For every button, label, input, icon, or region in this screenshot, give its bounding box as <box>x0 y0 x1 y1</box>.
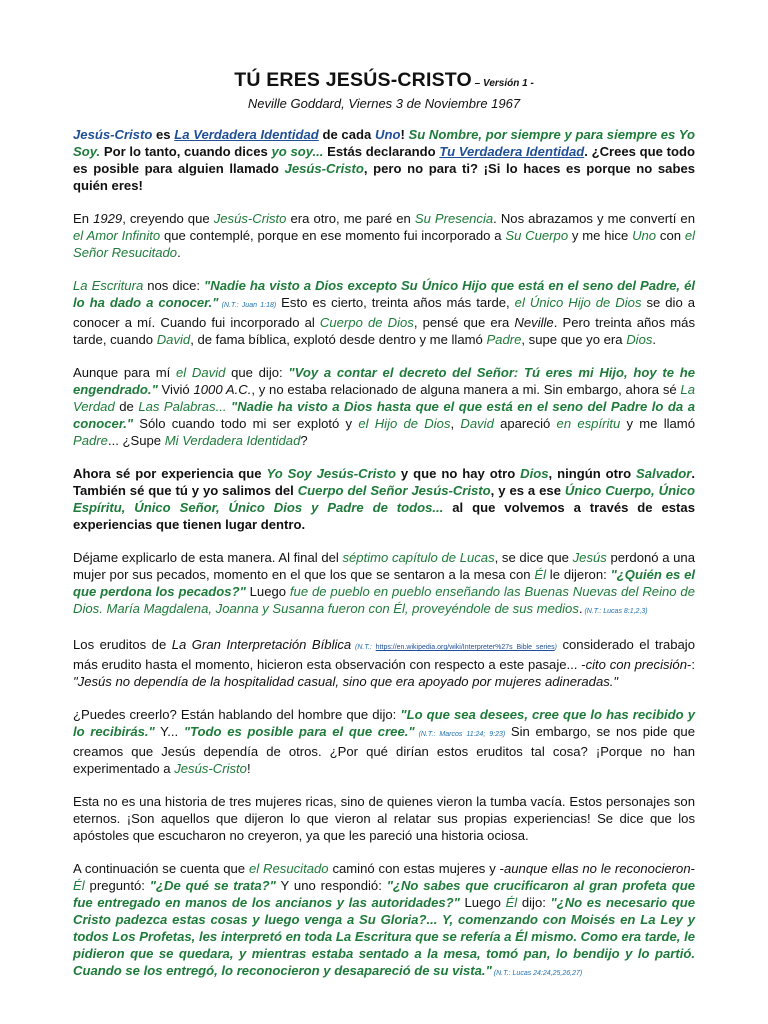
quote: "¿No sabes que crucificaron al gran profeta que fue entregado en manos de los ancianos y las autoridades?" <box>73 878 695 910</box>
reference-note: (N.T.: Lucas 8:1,2,3) <box>582 608 648 615</box>
text-span: perdonó a una mujer por sus pecados, momento en el que los que se sentaron a la mesa con <box>73 550 695 582</box>
text-span: En <box>73 211 94 226</box>
text-span: , creyendo que <box>122 211 214 226</box>
quote: "Lo que sea desees, cree que lo has recibido y lo recibirás." <box>73 707 696 739</box>
paragraph-5 <box>73 465 695 533</box>
text-span: Y... <box>154 724 184 739</box>
text-span: preguntó: <box>84 878 150 893</box>
text-span: que contemplé, porque en ese momento fui incorporado a <box>160 228 506 243</box>
text-span: ? <box>300 433 308 448</box>
text-span: el Único Hijo de Dios <box>514 295 642 310</box>
text-span: es <box>152 127 175 142</box>
paragraph-6 <box>73 549 695 620</box>
text-span: Jesús-Cristo <box>213 211 287 226</box>
text-span: 1000 A.C. <box>193 382 252 397</box>
text-span: 1929 <box>93 211 123 226</box>
text-span: Por lo tanto, cuando dices <box>100 144 272 159</box>
text-span: Luego <box>459 895 506 910</box>
text-span: , ningún otro <box>548 466 637 481</box>
text-span: séptimo capítulo de Lucas <box>342 550 495 565</box>
text-span: Y uno respondió: <box>275 878 387 893</box>
text-span: Los eruditos de <box>73 637 172 652</box>
quote: "Jesús no dependía de la hospitalidad casual, sino que era apoyado por mujeres adineradas." <box>73 674 619 689</box>
text-span: Padre <box>73 433 108 448</box>
text-span: el Hijo de Dios <box>358 416 451 431</box>
text-span: Jesús <box>572 550 607 565</box>
text-span: Uno <box>632 228 657 243</box>
text-span: . ¿Crees que todo es posible para alguien llamado <box>73 144 695 176</box>
text-span: . <box>652 332 657 347</box>
paragraph-9 <box>73 793 695 844</box>
text-span: Su Presencia <box>414 211 494 226</box>
text-span: , pensé que era <box>413 315 515 330</box>
text-span: Él <box>73 878 85 893</box>
text-span: Cuerpo de Dios <box>319 315 414 330</box>
text-span: dijo: <box>517 895 551 910</box>
text-span: Único Cuerpo, Único Espíritu, Único Señor, Único Dios y Padre de todos... <box>73 483 695 515</box>
reference-note: (N.T.: Lucas 24:24,25,26,27) <box>491 970 583 977</box>
text-span: David <box>460 416 494 431</box>
text-span: Dios <box>626 332 653 347</box>
version-label: – Versión 1 - <box>471 78 534 89</box>
text-span: Mi Verdadera Identidad <box>164 433 301 448</box>
text-span: aunque ellas no le reconocieron <box>503 861 691 876</box>
text-span: ¿Puedes creerlo? Están hablando del hombre que dijo: <box>73 707 401 722</box>
text-span: al que volvemos a través de estas experiencias que tienen lugar dentro. <box>73 500 695 532</box>
text-span: , supe que yo era <box>521 332 627 347</box>
text-span: Jesús-Cristo <box>284 161 364 176</box>
text-span: , pero no para ti? ¡Si lo haces es porque no sabes quién eres! <box>73 161 696 193</box>
text-span: Dios <box>520 466 549 481</box>
text-span: Neville <box>514 315 554 330</box>
paragraph-3 <box>73 277 695 348</box>
text-span: , y es a ese <box>490 483 565 498</box>
text-span: y me llamó <box>620 416 695 431</box>
paragraph-4 <box>73 364 695 449</box>
paragraph-8 <box>73 706 695 777</box>
text-span: era otro, me paré en <box>286 211 415 226</box>
reference-note: (N.T.: Juan 1:18) <box>218 302 277 309</box>
text-span: Jesús-Cristo <box>73 127 153 142</box>
text-span: que dijo: <box>225 365 289 380</box>
text-span: nos dice: <box>143 278 205 293</box>
text-span: , y no estaba relacionado de alguna manera a mi. Sin embargo, ahora sé <box>251 382 681 397</box>
text-span: A continuación se cuenta que <box>73 861 249 876</box>
text-span: . También sé que tú y yo salimos del <box>73 466 695 498</box>
text-span: cito con precisión <box>585 657 687 672</box>
text-span: , <box>450 416 461 431</box>
quote: "Nadie ha visto a Dios excepto Su Único Hijo que está en el seno del Padre, él lo ha dado a conocer." <box>73 278 695 310</box>
quote: "Todo es posible para el que cree." <box>183 724 415 739</box>
text-span: se dio a conocer a mí. Cuando fui incorporado al <box>73 295 696 330</box>
quote: "¿Quién es el que perdona los pecados?" <box>73 567 695 599</box>
text-span: yo soy... <box>271 144 324 159</box>
reference-note: ) <box>554 644 557 651</box>
text-span: Déjame explicarlo de esta manera. Al final del <box>73 550 343 565</box>
text-span: le dijeron: <box>546 567 611 582</box>
quote: fue de pueblo en pueblo enseñando las Buenas Nuevas del Reino de Dios. María Magdalena, Joanna y Susanna fueron con Él, proveyéndole de sus medios <box>73 584 695 616</box>
reference-note: (N.T.: Marcos 11:24; 9:23) <box>414 731 506 738</box>
text-span: , de fama bíblica, explotó desde dentro y me llamó <box>190 332 487 347</box>
paragraph-10 <box>73 860 695 982</box>
quote: "Nadie ha visto a Dios hasta que el que está en el seno del Padre lo da a conocer." <box>73 399 695 431</box>
text-span: y que no hay otro <box>395 466 521 481</box>
text-span: con <box>656 228 685 243</box>
text-span: Su Nombre, por siempre y para siempre es Yo Soy. <box>73 127 695 159</box>
text-span: . <box>177 245 181 260</box>
text-span: Jesús-Cristo <box>174 761 247 776</box>
text-span: el Amor Infinito <box>73 228 161 243</box>
text-span: Uno <box>374 127 401 142</box>
reference-note: (N.T.: <box>351 644 376 651</box>
text-span: de cada <box>318 127 375 142</box>
text-span: y me hice <box>568 228 633 243</box>
text-span: Yo Soy Jesús-Cristo <box>266 466 396 481</box>
text-span: ! <box>400 127 409 142</box>
text-span: Esta no es una historia de tres mujeres ricas, sino de quienes vieron la tumba vacía. Estos personajes son eternos. ¡Son aquellos que dijeron lo que vieron al relatar sus propias experiencias! Se dice que los apóstoles que escucharon no creyeron, ya que les pareció una historia ociosa. <box>73 794 695 843</box>
text-span: . Pero treinta años más tarde, cuando <box>73 315 695 347</box>
text-span: Las Palabras... <box>138 399 227 414</box>
text-span: de <box>114 399 139 414</box>
text-span: Su Cuerpo <box>505 228 569 243</box>
paragraph-7 <box>73 636 695 690</box>
quote: "Voy a contar el decreto del Señor: Tú eres mi Hijo, hoy te he engendrado." <box>73 365 696 397</box>
text-span: Esto es cierto, treinta años más tarde, <box>276 295 515 310</box>
title-text: TÚ ERES JESÚS-CRISTO <box>234 69 472 91</box>
text-span: considerado el trabajo más erudito hasta el momento, hicieron esta observación con respecto a este pasaje... - <box>73 637 696 672</box>
wikipedia-link[interactable]: https://en.wikipedia.org/wiki/Interpreter%27s_Bible_series <box>375 644 555 651</box>
text-span: Estás declarando <box>323 144 440 159</box>
text-span: el Señor Resucitado <box>73 228 696 260</box>
text-span: La Gran Interpretación Bíblica <box>171 637 352 652</box>
paragraph-1 <box>73 126 695 194</box>
text-span: apareció <box>493 416 557 431</box>
text-span: La Verdad <box>73 382 695 414</box>
text-span: . <box>578 601 583 616</box>
text-span: La Verdadera Identidad <box>174 127 319 142</box>
text-span: ... ¿Supe <box>107 433 165 448</box>
text-span: Cuerpo del Señor Jesús-Cristo <box>297 483 491 498</box>
text-span: Padre <box>486 332 522 347</box>
text-span: Aunque para mí <box>73 365 177 380</box>
text-span: David <box>156 332 191 347</box>
quote: "¿De qué se trata?" <box>149 878 276 893</box>
text-span: Ahora sé por experiencia que <box>73 466 267 481</box>
text-span: Él <box>505 895 518 910</box>
paragraph-2 <box>73 210 695 261</box>
text-span: - <box>690 861 695 876</box>
author-date-line: Neville Goddard, Viernes 3 de Noviembre 1967 <box>247 96 521 111</box>
text-span: Él <box>534 567 546 582</box>
text-span: . Nos abrazamos y me convertí en <box>493 211 695 226</box>
text-span: , se dice que <box>494 550 573 565</box>
text-span: el David <box>176 365 226 380</box>
text-span: Sólo cuando todo mi ser explotó y <box>133 416 359 431</box>
quote: "¿No es necesario que Cristo padezca estas cosas y luego venga a Su Gloria?... Y, comenzando con Moisés en La Ley y todos Los Profetas, les interpretó en toda La Escritura que se refería a Él mismo. Como era tarde, le pidieron que se quedara, y mientras estaba sentado a la mesa, tomó pan, lo bendijo y lo partió. Cuando se los entregó, lo reconocieron y desapareció de su vista." <box>73 895 696 978</box>
text-span: Vivió <box>157 382 194 397</box>
document-title <box>73 66 695 95</box>
text-span: La Escritura <box>73 278 144 293</box>
text-span: Salvador <box>636 466 692 481</box>
text-span: en espíritu <box>556 416 621 431</box>
text-span: caminó con estas mujeres y - <box>328 861 504 876</box>
text-span: el Resucitado <box>248 861 329 876</box>
text-span: Luego <box>245 584 290 599</box>
text-span: ! <box>246 761 251 776</box>
text-span: Tu Verdadera Identidad <box>439 144 585 159</box>
text-span: Sin embargo, se nos pide que creamos que Jesús dependía de otros. ¿Por qué dirían estos eruditos tal cosa? ¡Porque no han experimentado a <box>73 724 695 776</box>
text-span: -: <box>687 657 695 672</box>
